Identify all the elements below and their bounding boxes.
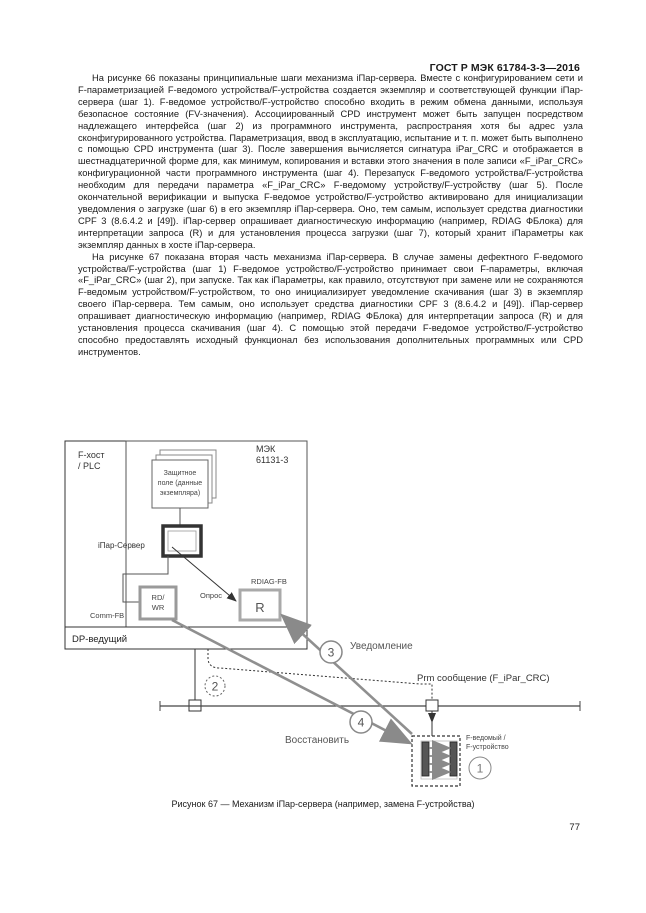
paragraph-2: На рисунке 67 показана вторая часть механизма iПap-сервера. В случае замены дефектного F-ведомого устройства/F-устройства (шаг 1) F-ведомое устройство/F-устройство принимает свои F-параметры, включая «F_iPar_CRC» (шаг 2), при запуске. Так как iПapаметры, как правило, отсутствуют при замене или не сохраняются F-ведомым устройством/F-устройством, то оно инициализирует уведомление скачивания (шаг 3) в экземпляр своего iПap-сервера. Тем самым, оно использует средства диагностики CPF 3 (8.6.4.2 и [49]). iПap-сервер опрашивает диагностическую информацию (например, RDIAG ФБлока) для интерпретации запроса (R) и для установления процесса скачивания (шаг 4). С помощью этой передачи F-ведомое устройство/F-устройство способно предоставлять исходный функционал без использования дополнительных программных или CPD инструментов. (78, 251, 583, 357)
slave-label-1: F-ведомый / (466, 735, 506, 742)
page-number: 77 (569, 822, 580, 833)
figure-diagram (60, 436, 600, 798)
prm-message-label: Prm сообщение (F_iPar_CRC) (417, 673, 550, 684)
notification-label: Уведомление (350, 641, 413, 652)
step-1-number: 1 (476, 761, 484, 776)
notification-arrow (284, 617, 412, 734)
figure-caption: Рисунок 67 — Механизм iПap-сервера (например, замена F-устройства) (171, 799, 475, 809)
step-2-number: 2 (211, 679, 219, 694)
figure-67 (60, 436, 600, 798)
rdwr-text-1: RD/ (151, 593, 165, 602)
rdwr-text-2: WR (151, 603, 165, 612)
slave-connector (426, 700, 438, 711)
step-3-number: 3 (327, 645, 335, 660)
step-4-number: 4 (357, 715, 365, 730)
r-label: R (255, 600, 265, 615)
dp-master-label: DP-ведущий (72, 634, 128, 645)
storage-text-1: Защитное (163, 470, 197, 477)
ipar-server-block (163, 526, 201, 556)
restore-label: Восстановить (285, 735, 350, 746)
iec-label-2: 61131-3 (256, 455, 289, 465)
iec-label: МЭК (256, 444, 276, 454)
paragraph-1: На рисунке 66 показаны принципиальные шаги механизма iПap-сервера. Вместе с конфигурированием сети и F-параметризацией F-ведомого устройства/F-устройства создается экземпляр и соответствующей функции iПap-сервера (шаг 1). F-ведомое устройство/F-устройство способно входить в режим обмена данными, используя безопасное состояние (FV-значения). Ассоциированный CPD инструмент может быть запущен посредством надлежащего интерфейса (шаг 2) из программного инструмента, распространяя хотя бы адрес узла сконфигурированного устройства. Параметризация, ввод в эксплуатацию, испытание и т. п. может быть выполнено с помощью CPD инструмента (шаг 3). После завершения вычисляется сигнатура iPar_CRC и отображается в шестнадцатеричной форме для, как минимум, копирования и вставки этого значения в поле записи «F_iPar_CRC» конфигурационной части программного инструмента (шаг 4). Перезапуск F-ведомого устройства/F-устройства необходим для передачи параметра «F_iPar_CRC» F-ведомому устройству/F-устройству (шаг 5). После окончательной верификации и выпуска F-ведомое устройство/F-устройство активировано для инициализации уведомления о загрузке (шаг 6) в его экземпляр iПap-сервера. Оно, тем самым, использует средства диагностики CPF 3 (8.6.4.2 и [49]). iПap-сервер опрашивает диагностическую информацию (например, RDIAG ФБлока) для интерпретации запроса (R) и для установления процесса загрузки (шаг 7), который хранит iПapаметры как экземпляр данных в хосте iПap-сервера. (78, 73, 583, 250)
storage-text-2: поле (данные (157, 480, 203, 487)
host-label-2: / PLC (78, 461, 101, 471)
commfb-label: Comm-FB (90, 611, 125, 620)
slave-label-2: F-устройство (466, 744, 509, 751)
host-label: F-хост (78, 450, 105, 460)
body-text (78, 73, 583, 359)
ipar-server-label: iПap-Сервер (98, 541, 145, 550)
poll-label: Опрос (200, 591, 222, 600)
storage-text-3: экземпляра) (159, 490, 201, 497)
rdiag-label: RDIAG-FB (251, 577, 287, 586)
document-header: ГОСТ Р МЭК 61784-3-3—2016 (429, 62, 580, 74)
